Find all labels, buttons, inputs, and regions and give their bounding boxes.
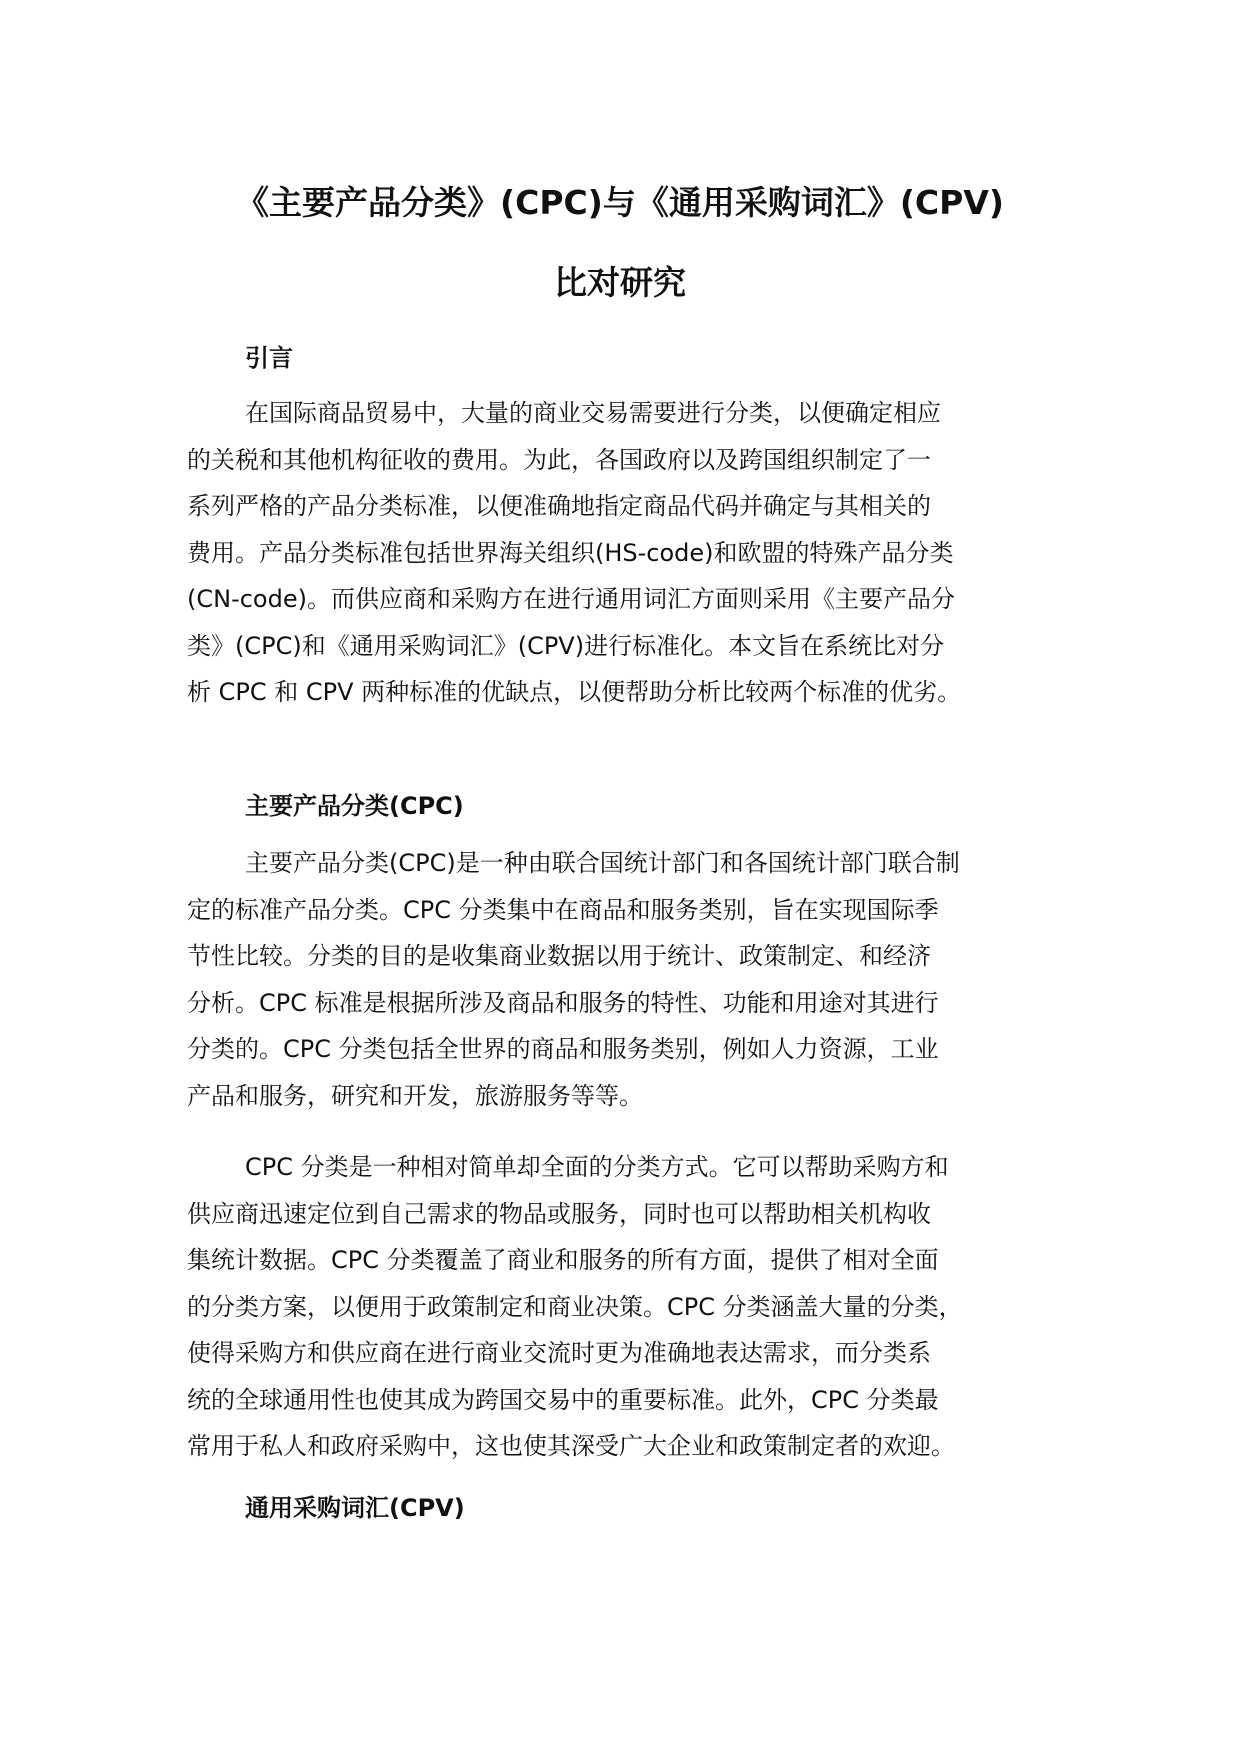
paragraph-line: 系列严格的产品分类标准，以便准确地指定商品代码并确定与其相关的: [187, 492, 931, 520]
document-title-line-1: 《主要产品分类》(CPC)与《通用采购词汇》(CPV): [236, 183, 1004, 222]
paragraph-line: 类》(CPC)和《通用采购词汇》(CPV)进行标准化。本文旨在系统比对分: [187, 631, 945, 660]
paragraph-line: 的关税和其他机构征收的费用。为此，各国政府以及跨国组织制定了一: [187, 445, 931, 474]
paragraph-line: 产品和服务，研究和开发，旅游服务等等。: [187, 1081, 643, 1110]
paragraph-line: (CN-code)。而供应商和采购方在进行通用词汇方面则采用《主要产品分: [187, 585, 955, 613]
paragraph-line: 分类的。CPC 分类包括全世界的商品和服务类别，例如人力资源，工业: [187, 1035, 939, 1063]
paragraph-line: CPC 分类是一种相对简单却全面的分类方式。它可以帮助采购方和: [245, 1153, 949, 1181]
section-heading-cpv: 通用采购词汇(CPV): [245, 1494, 465, 1522]
paragraph-line: 费用。产品分类标准包括世界海关组织(HS-code)和欧盟的特殊产品分类: [187, 538, 954, 567]
paragraph-line: 供应商迅速定位到自己需求的物品或服务，同时也可以帮助相关机构收: [187, 1199, 931, 1228]
paragraph-line: 析 CPC 和 CPV 两种标准的优缺点，以便帮助分析比较两个标准的优劣。: [187, 678, 962, 706]
paragraph-line: 使得采购方和供应商在进行商业交流时更为准确地表达需求，而分类系: [187, 1339, 931, 1367]
paragraph-intro: [187, 390, 1087, 716]
paragraph-cpc-advantages: [187, 1144, 1087, 1470]
section-heading-intro: 引言: [245, 344, 293, 372]
paragraph-line: 主要产品分类(CPC)是一种由联合国统计部门和各国统计部门联合制: [245, 849, 960, 877]
paragraph-line: 定的标准产品分类。CPC 分类集中在商品和服务类别，旨在实现国际季: [187, 895, 939, 924]
document-title-line-2: 比对研究: [554, 263, 686, 302]
paragraph-line: 在国际商品贸易中，大量的商业交易需要进行分类，以便确定相应: [245, 399, 941, 427]
paragraph-line: 集统计数据。CPC 分类覆盖了商业和服务的所有方面，提供了相对全面: [187, 1246, 939, 1274]
paragraph-line: 节性比较。分类的目的是收集商业数据以用于统计、政策制定、和经济: [187, 942, 931, 970]
paragraph-line: 常用于私人和政府采购中，这也使其深受广大企业和政策制定者的欢迎。: [187, 1432, 955, 1460]
paragraph-line: 的分类方案，以便用于政策制定和商业决策。CPC 分类涵盖大量的分类，: [187, 1292, 963, 1321]
section-heading-cpc: 主要产品分类(CPC): [245, 792, 464, 820]
paragraph-line: 统的全球通用性也使其成为跨国交易中的重要标准。此外，CPC 分类最: [187, 1385, 939, 1414]
paragraph-cpc-definition: [187, 840, 1087, 1119]
paragraph-line: 分析。CPC 标准是根据所涉及商品和服务的特性、功能和用途对其进行: [187, 988, 939, 1017]
